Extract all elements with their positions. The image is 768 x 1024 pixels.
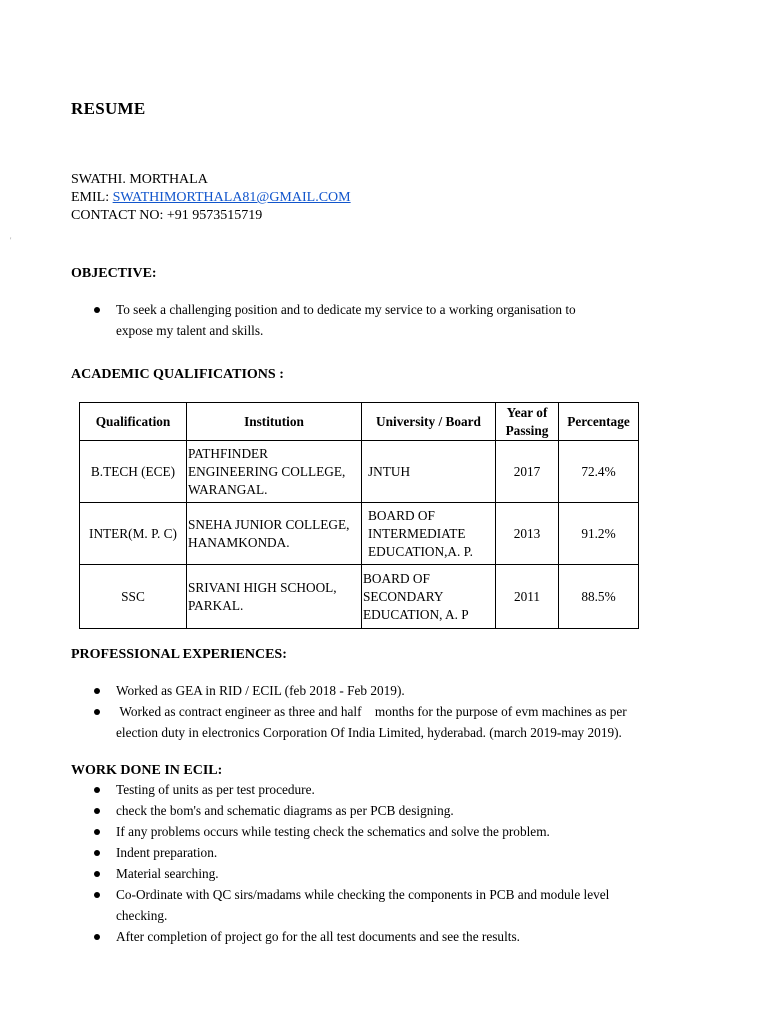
table-row <box>80 565 639 629</box>
table-cell: JNTUH <box>362 441 496 503</box>
list-item: Material searching. <box>94 863 654 884</box>
table-cell: 91.2% <box>559 503 639 565</box>
table-cell: SNEHA JUNIOR COLLEGE, HANAMKONDA. <box>187 503 362 565</box>
experience-list <box>94 680 654 743</box>
column-header: Institution <box>187 403 362 441</box>
table-cell: SRIVANI HIGH SCHOOL, PARKAL. <box>187 565 362 629</box>
table-cell: B.TECH (ECE) <box>80 441 187 503</box>
column-header: University / Board <box>362 403 496 441</box>
table-cell: BOARD OF INTERMEDIATE EDUCATION,A. P. <box>362 503 496 565</box>
list-item: Worked as GEA in RID / ECIL (feb 2018 - Feb 2019). <box>94 680 654 701</box>
email-label: EMIL: <box>71 190 110 205</box>
table-header-row <box>80 403 639 441</box>
candidate-name: SWATHI. MORTHALA <box>71 172 208 187</box>
list-item: Worked as contract engineer as three and half months for the purpose of evm machines as per election duty in electronics Corporation Of India Limited, hyderabad. (march 2019-may 2019). <box>94 701 654 743</box>
email-line <box>71 189 351 207</box>
email-link[interactable]: SWATHIMORTHALA81@GMAIL.COM <box>112 190 351 205</box>
list-item: Indent preparation. <box>94 842 654 863</box>
objective-list <box>94 299 614 341</box>
table-cell: 2017 <box>496 441 559 503</box>
work-list <box>94 779 654 947</box>
column-header: Qualification <box>80 403 187 441</box>
work-heading: WORK DONE IN ECIL: <box>71 763 223 778</box>
table-cell: BOARD OF SECONDARY EDUCATION, A. P <box>362 565 496 629</box>
page-title: RESUME <box>71 99 146 118</box>
list-item: If any problems occurs while testing check the schematics and solve the problem. <box>94 821 654 842</box>
table-cell: 72.4% <box>559 441 639 503</box>
column-header: Year of Passing <box>496 403 559 441</box>
stray-mark: ' <box>10 236 12 245</box>
academic-heading: ACADEMIC QUALIFICATIONS : <box>71 367 284 382</box>
table-cell: 2013 <box>496 503 559 565</box>
contact-block <box>71 171 351 225</box>
experience-heading: PROFESSIONAL EXPERIENCES: <box>71 647 287 662</box>
phone-line: CONTACT NO: +91 9573515719 <box>71 208 263 223</box>
column-header: Percentage <box>559 403 639 441</box>
objective-heading: OBJECTIVE: <box>71 266 157 281</box>
table-cell: INTER(M. P. C) <box>80 503 187 565</box>
table-cell: 2011 <box>496 565 559 629</box>
table-cell: PATHFINDER ENGINEERING COLLEGE, WARANGAL. <box>187 441 362 503</box>
list-item: To seek a challenging position and to dedicate my service to a working organisation to expose my talent and skills. <box>94 299 614 341</box>
table-row <box>80 503 639 565</box>
qualifications-table <box>79 402 639 629</box>
table-cell: SSC <box>80 565 187 629</box>
list-item: After completion of project go for the all test documents and see the results. <box>94 926 654 947</box>
list-item: Co-Ordinate with QC sirs/madams while checking the components in PCB and module level checking. <box>94 884 654 926</box>
table-cell: 88.5% <box>559 565 639 629</box>
table-row <box>80 441 639 503</box>
list-item: Testing of units as per test procedure. <box>94 779 654 800</box>
list-item: check the bom's and schematic diagrams as per PCB designing. <box>94 800 654 821</box>
